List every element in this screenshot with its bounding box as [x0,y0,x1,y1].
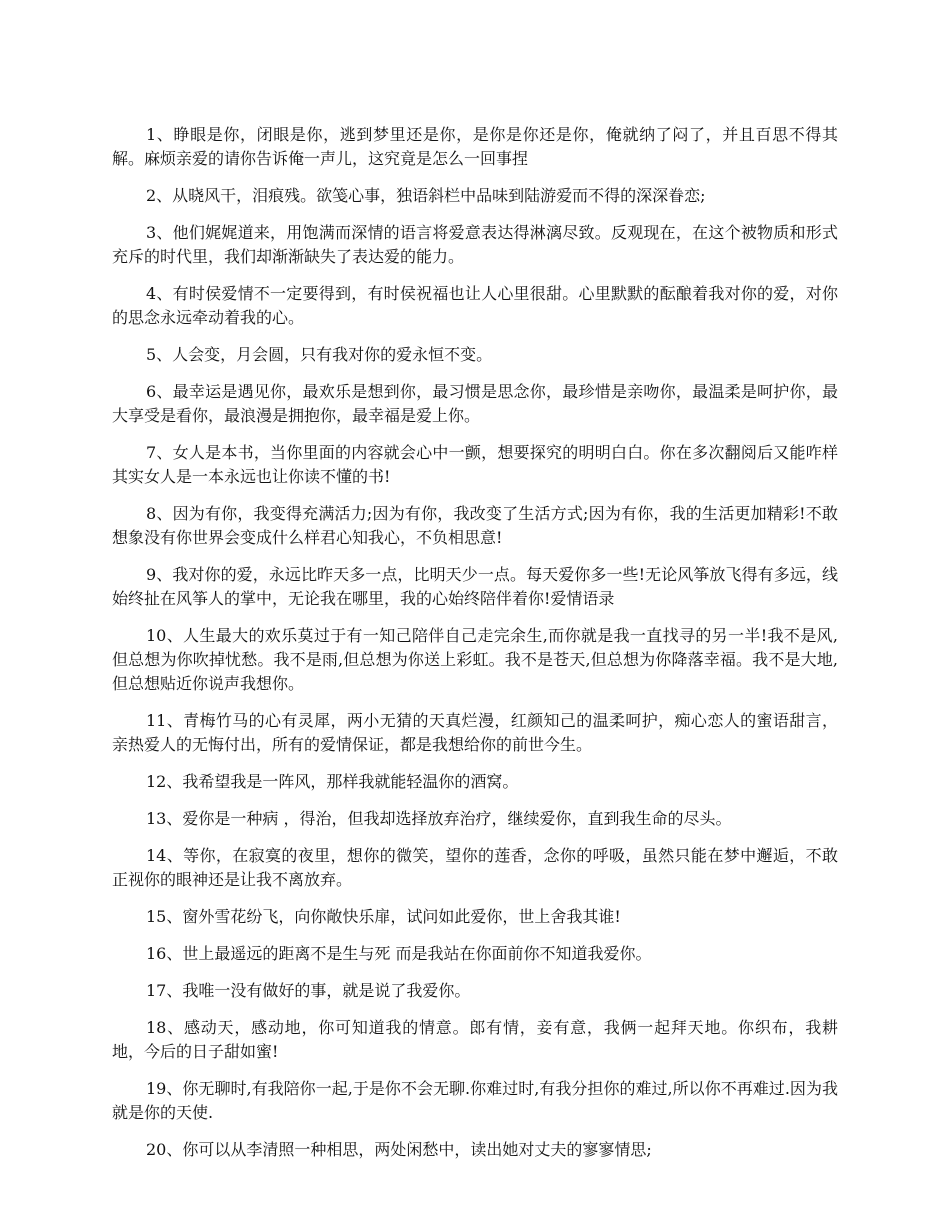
paragraph-20: 20、你可以从李清照一种相思，两处闲愁中，读出她对丈夫的寥寥情思; [146,1140,652,1159]
paragraph-14: 14、等你，在寂寞的夜里，想你的微笑，望你的莲香，念你的呼吸，虽然只能在梦中邂逅，不敢正视你的眼神还是让我不离放弃。 [112,846,838,889]
paragraph-3: 3、他们娓娓道来，用饱满而深情的语言将爱意表达得淋漓尽致。反观现在，在这个被物质和形式充斥的时代里，我们却渐渐缺失了表达爱的能力。 [112,223,838,266]
document-page [112,123,838,1175]
paragraph-10: 10、人生最大的欢乐莫过于有一知己陪伴自己走完余生,而你就是我一直找寻的另一半!我不是风,但总想为你吹掉忧愁。我不是雨,但总想为你送上彩虹。我不是苍天,但总想为你降落幸福。我不是大地,但总想贴近你说声我想你。 [112,626,838,693]
paragraph-7: 7、女人是本书，当你里面的内容就会心中一颤，想要探究的明明白白。你在多次翻阅后又能咋样其实女人是一本永远也让你读不懂的书! [112,443,838,486]
paragraph-11: 11、青梅竹马的心有灵犀，两小无猜的天真烂漫，红颜知己的温柔呵护，痴心恋人的蜜语甜言，亲热爱人的无悔付出，所有的爱情保证，都是我想给你的前世今生。 [112,711,838,754]
paragraph-1: 1、睁眼是你，闭眼是你，逃到梦里还是你，是你是你还是你，俺就纳了闷了，并且百思不得其解。麻烦亲爱的请你告诉俺一声儿，这究竟是怎么一回事捏 [112,125,838,168]
paragraph-2: 2、从晓风干，泪痕残。欲笺心事，独语斜栏中品味到陆游爱而不得的深深眷恋; [146,186,706,205]
paragraph-9: 9、我对你的爱，永远比昨天多一点，比明天少一点。每天爱你多一些!无论风筝放飞得有多远，线始终扯在风筝人的掌中，无论我在哪里，我的心始终陪伴着你!爱情语录 [112,565,838,608]
paragraph-13: 13、爱你是一种病 ，得治，但我却选择放弃治疗，继续爱你，直到我生命的尽头。 [146,809,732,828]
paragraph-16: 16、世上最遥远的距离不是生与死 而是我站在你面前你不知道我爱你。 [146,944,652,963]
paragraph-19: 19、你无聊时,有我陪你一起,于是你不会无聊.你难过时,有我分担你的难过,所以你不再难过.因为我就是你的天使. [112,1079,838,1122]
paragraph-4: 4、有时侯爱情不一定要得到，有时侯祝福也让人心里很甜。心里默默的酝酿着我对你的爱，对你的思念永远牵动着我的心。 [112,284,838,327]
paragraph-18: 18、感动天，感动地，你可知道我的情意。郎有情，妾有意，我俩一起拜天地。你织布，我耕地，今后的日子甜如蜜! [112,1018,838,1061]
paragraph-8: 8、因为有你，我变得充满活力;因为有你，我改变了生活方式;因为有你，我的生活更加精彩!不敢想象没有你世界会变成什么样君心知我心，不负相思意! [112,504,838,547]
paragraph-12: 12、我希望我是一阵风，那样我就能轻温你的酒窝。 [146,772,519,791]
paragraph-15: 15、窗外雪花纷飞，向你敞快乐扉，试问如此爱你，世上舍我其谁! [146,907,621,926]
paragraph-6: 6、最幸运是遇见你，最欢乐是想到你，最习惯是思念你，最珍惜是亲吻你，最温柔是呵护你，最大享受是看你，最浪漫是拥抱你，最幸福是爱上你。 [112,382,838,425]
paragraph-17: 17、我唯一没有做好的事，就是说了我爱你。 [146,981,471,1000]
paragraph-5: 5、人会变，月会圆，只有我对你的爱永恒不变。 [146,345,493,364]
